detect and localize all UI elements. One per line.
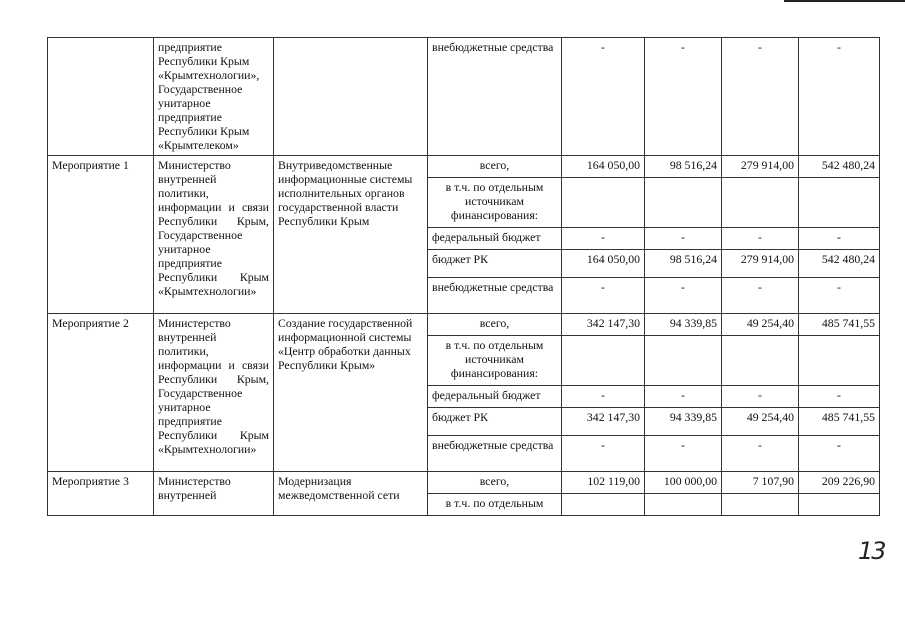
source-cell: федеральный бюджет (428, 228, 562, 250)
value-v1: 102 119,00 (562, 472, 645, 494)
event-cell (48, 38, 154, 156)
value-v3: - (722, 38, 799, 156)
value-v1: 342 147,30 (562, 314, 645, 336)
executor-cell: предприятие Республики Крым «Крымтехнологии», Государственное унитарное предприятие Республики Крым «Крымтелеком» (154, 38, 274, 156)
value-v3 (722, 178, 799, 228)
source-cell: бюджет РК (428, 250, 562, 278)
name-cell: Создание государственной информационной системы «Центр обработки данных Республики Крым» (274, 314, 428, 472)
value-v1 (562, 494, 645, 516)
value-v3 (722, 494, 799, 516)
value-v1: 164 050,00 (562, 156, 645, 178)
value-v1: - (562, 38, 645, 156)
page-number: 13 (858, 537, 885, 565)
value-v3: 279 914,00 (722, 250, 799, 278)
source-cell: внебюджетные средства (428, 38, 562, 156)
value-v1: - (562, 386, 645, 408)
table-row (48, 472, 880, 494)
value-v1: - (562, 228, 645, 250)
executor-cell: Министерство внутренней (154, 472, 274, 516)
table-row (48, 314, 880, 336)
value-total (799, 336, 880, 386)
source-cell: внебюджетные средства (428, 278, 562, 314)
value-v2: - (645, 38, 722, 156)
value-v2: - (645, 278, 722, 314)
value-v2: 94 339,85 (645, 314, 722, 336)
source-cell: всего, (428, 314, 562, 336)
value-total: 542 480,24 (799, 156, 880, 178)
funding-table (47, 37, 880, 516)
event-cell: Мероприятие 2 (48, 314, 154, 472)
value-v3: - (722, 436, 799, 472)
source-cell: в т.ч. по отдельным (428, 494, 562, 516)
value-v1 (562, 336, 645, 386)
value-v3: - (722, 386, 799, 408)
source-cell: внебюджетные средства (428, 436, 562, 472)
value-total (799, 178, 880, 228)
value-v3: 49 254,40 (722, 314, 799, 336)
event-cell: Мероприятие 1 (48, 156, 154, 314)
value-total: 209 226,90 (799, 472, 880, 494)
value-v1: 342 147,30 (562, 408, 645, 436)
value-v2: - (645, 386, 722, 408)
value-total: - (799, 38, 880, 156)
value-total: - (799, 228, 880, 250)
value-total: 485 741,55 (799, 314, 880, 336)
value-v2 (645, 494, 722, 516)
value-v2: 94 339,85 (645, 408, 722, 436)
source-cell: всего, (428, 156, 562, 178)
executor-cell: Министерство внутренней политики, информации и связи Республики Крым, Государственное унитарное предприятие Республики Крым «Крымтехнологии» (154, 156, 274, 314)
value-v2: 98 516,24 (645, 250, 722, 278)
value-v3 (722, 336, 799, 386)
value-v2: 100 000,00 (645, 472, 722, 494)
value-v1: - (562, 278, 645, 314)
value-v2: - (645, 436, 722, 472)
executor-cell: Министерство внутренней политики, информации и связи Республики Крым, Государственное унитарное предприятие Республики Крым «Крымтехнологии» (154, 314, 274, 472)
value-total (799, 494, 880, 516)
value-total: - (799, 436, 880, 472)
value-v3: 49 254,40 (722, 408, 799, 436)
value-v1 (562, 178, 645, 228)
source-cell: бюджет РК (428, 408, 562, 436)
source-cell: всего, (428, 472, 562, 494)
value-v3: 7 107,90 (722, 472, 799, 494)
value-v2 (645, 336, 722, 386)
value-total: 542 480,24 (799, 250, 880, 278)
top-rule (784, 0, 905, 2)
source-cell: в т.ч. по отдельным источникам финансирования: (428, 178, 562, 228)
source-cell: федеральный бюджет (428, 386, 562, 408)
table-body (48, 38, 880, 516)
value-v3: - (722, 228, 799, 250)
value-total: 485 741,55 (799, 408, 880, 436)
table-row (48, 38, 880, 156)
value-total: - (799, 386, 880, 408)
value-v2: - (645, 228, 722, 250)
source-cell: в т.ч. по отдельным источникам финансирования: (428, 336, 562, 386)
name-cell (274, 38, 428, 156)
value-total: - (799, 278, 880, 314)
value-v1: 164 050,00 (562, 250, 645, 278)
value-v3: - (722, 278, 799, 314)
event-cell: Мероприятие 3 (48, 472, 154, 516)
value-v3: 279 914,00 (722, 156, 799, 178)
name-cell: Модернизация межведомственной сети (274, 472, 428, 516)
value-v2: 98 516,24 (645, 156, 722, 178)
value-v1: - (562, 436, 645, 472)
value-v2 (645, 178, 722, 228)
name-cell: Внутриведомственные информационные системы исполнительных органов государственной власти Республики Крым (274, 156, 428, 314)
table-row (48, 156, 880, 178)
